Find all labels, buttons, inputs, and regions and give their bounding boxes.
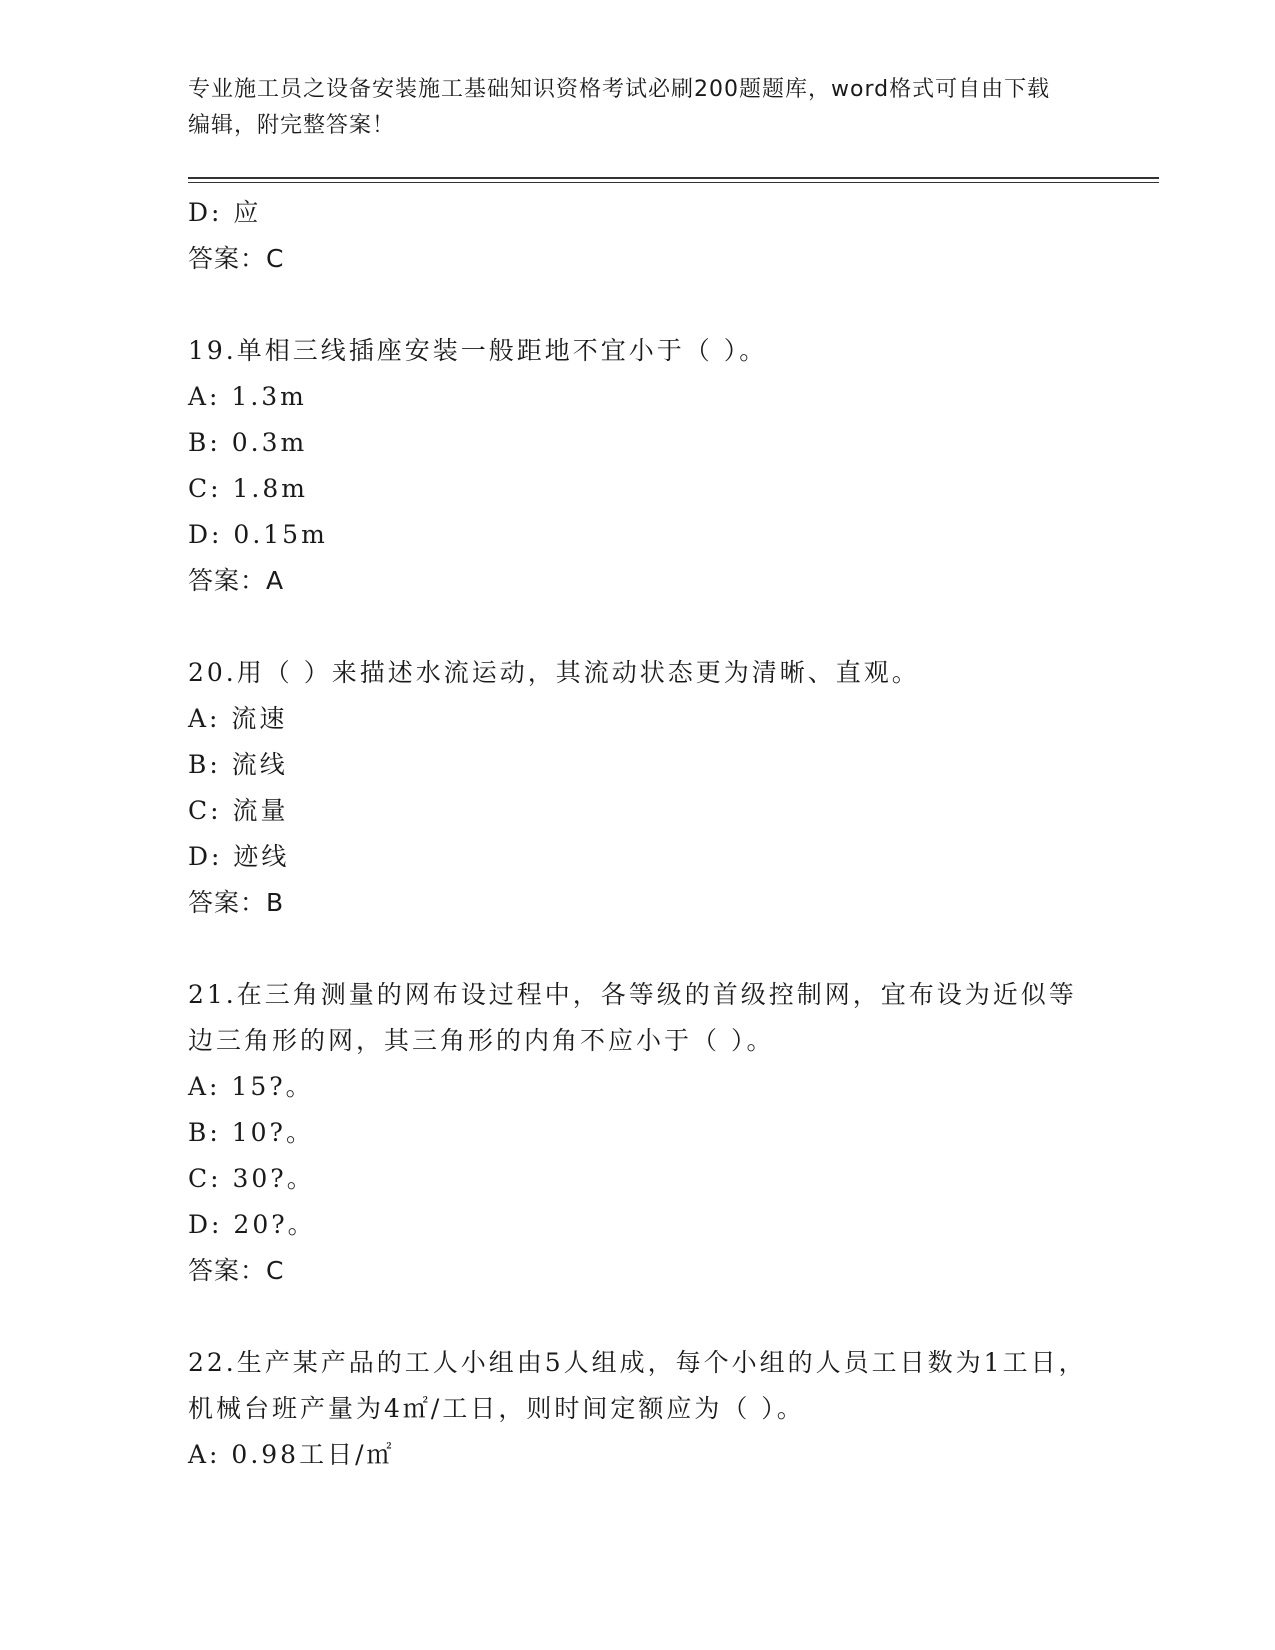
- question-stem: 22.生产某产品的工人小组由5人组成，每个小组的人员工日数为1工日，机械台班产量为4㎡/工日，则时间定额应为（ ）。: [188, 1348, 1087, 1423]
- question-block-22: [188, 1340, 1088, 1478]
- spacer: [188, 604, 1088, 650]
- question-stem: 19.单相三线插座安装一般距地不宜小于（ ）。: [188, 336, 768, 365]
- page-header-title: 专业施工员之设备安装施工基础知识资格考试必刷200题题库，word格式可自由下载编辑，附完整答案！: [188, 77, 1051, 138]
- option-c: C: 1.8m: [188, 474, 308, 503]
- spacer: [188, 1294, 1088, 1340]
- spacer: [188, 282, 1088, 328]
- question-block-20: [188, 650, 1088, 926]
- option-a: A: 流速: [188, 704, 288, 733]
- spacer: [188, 926, 1088, 972]
- option-b: B: 流线: [188, 750, 288, 779]
- question-content: [188, 190, 1088, 1478]
- answer-prev: 答案：C: [188, 244, 285, 273]
- option-d: D: 迹线: [188, 842, 290, 871]
- option-d: D: 20?。: [188, 1210, 316, 1239]
- option-b: B: 10?。: [188, 1118, 314, 1147]
- option-d: D: 0.15m: [188, 520, 328, 549]
- option-a: A: 15?。: [188, 1072, 314, 1101]
- question-block-19: [188, 328, 1088, 604]
- option-a: A: 1.3m: [188, 382, 307, 411]
- answer: 答案：C: [188, 1256, 285, 1285]
- option-c: C: 30?。: [188, 1164, 315, 1193]
- header-rule-thin: [188, 182, 1159, 183]
- question-block-21: [188, 972, 1088, 1294]
- question-stem: 20.用（ ）来描述水流运动，其流动状态更为清晰、直观。: [188, 658, 920, 687]
- option-b: B: 0.3m: [188, 428, 308, 457]
- option-c: C: 流量: [188, 796, 289, 825]
- answer: 答案：A: [188, 566, 285, 595]
- header-rule-thick: [188, 177, 1159, 179]
- answer: 答案：B: [188, 888, 285, 917]
- option-a: A: 0.98工日/㎡: [188, 1440, 395, 1469]
- question-stem: 21.在三角测量的网布设过程中，各等级的首级控制网，宜布设为近似等边三角形的网，其三角形的内角不应小于（ ）。: [188, 980, 1077, 1055]
- option-d-prev: D: 应: [188, 198, 262, 227]
